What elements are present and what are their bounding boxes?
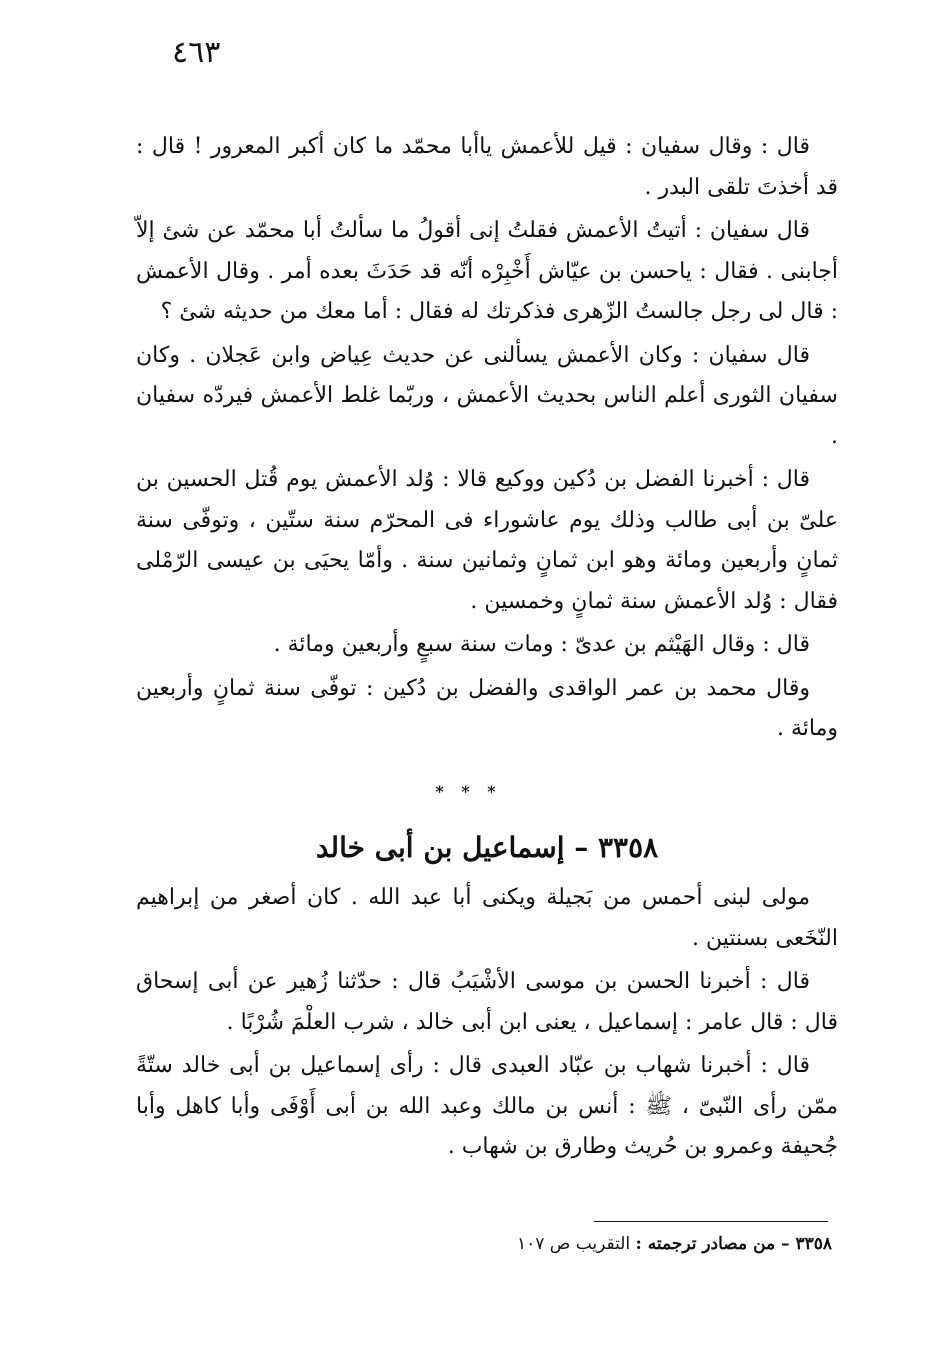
paragraph: قال : أخبرنا الحسن بن موسى الأشْيَبُ قال : حدّثنا زُهير عن أبى إسحاق قال : قال عامر : إسماعيل ، يعنى ابن أبى خالد ، شرب العلْمَ شُرْبًا .	[136, 969, 838, 1035]
top-text-block	[136, 127, 838, 750]
paragraph: قال : أخبرنا الفضل بن دُكين ووكيع قالا : وُلد الأعمش يوم قُتل الحسين بن علىّ بن أبى طالب وذلك يوم عاشوراء فى المحرّم سنة ستّين ، وتوفّى سنة ثمانٍ وأربعين ومائة وهو ابن ثمانٍ وثمانين سنة . وأمّا يحيَى بن عيسى الرّمْلى فقال : وُلد الأعمش سنة ثمانٍ وخمسين .	[136, 467, 838, 614]
entry-text-block	[136, 878, 838, 1168]
paragraph: قال : وقال سفيان : قيل للأعمش ياأبا محمّد ما كان أكبر المعرور ! قال : قد أخذتَ تلقى البدر .	[136, 134, 838, 200]
entry-title: ٣٣٥٨ – إسماعيل بن أبى خالد	[315, 831, 659, 864]
paragraph: مولى لبنى أحمس من بَجيلة ويكنى أبا عبد الله . كان أصغر من إبراهيم النّخَعى بسنتين .	[136, 885, 838, 951]
paragraph: قال سفيان : وكان الأعمش يسألنى عن حديث عِياض وابن عَجلان . وكان سفيان الثورى أعلم الناس بحديث الأعمش ، وربّما غلط الأعمش فيردّه سفيان .	[136, 342, 838, 449]
page-number: ٤٦٣	[172, 35, 221, 70]
footnote	[300, 1230, 832, 1258]
footnote-text: التقريب ص ١٠٧	[516, 1234, 631, 1254]
paragraph: قال : وقال الهَيْثم بن عدىّ : ومات سنة سبعٍ وأربعين ومائة .	[273, 632, 810, 657]
paragraph: وقال محمد بن عمر الواقدى والفضل بن دُكين : توفّى سنة ثمانٍ وأربعين ومائة .	[136, 675, 838, 741]
footnote-label: ٣٣٥٨ – من مصادر ترجمته :	[635, 1234, 832, 1254]
section-separator: * * *	[435, 782, 502, 801]
paragraph: قال سفيان : أتيتُ الأعمش فقلتُ إنى أقولُ ما سألتُ أبا محمّد عن شئ إلاّ أجابنى . فقال : ياحسن بن عيّاش أَخْبِرْه أنّه قد حَدَثَ بعده أمر . وقال الأعمش : قال لى رجل جالستُ الزّهرى فذكرتك له فقال : أما معك من حديثه شئ ؟	[136, 218, 838, 324]
footnote-divider	[594, 1221, 828, 1222]
paragraph: قال : أخبرنا شهاب بن عبّاد العبدى قال : رأى إسماعيل بن أبى خالد ستّةً ممّن رأى النّبىّ ، ﷺ : أنس بن مالك وعبد الله بن أبى أَوْفَى وأبا كاهل وأبا جُحيفة وعمرو بن حُريث وطارق بن شهاب .	[136, 1053, 838, 1159]
